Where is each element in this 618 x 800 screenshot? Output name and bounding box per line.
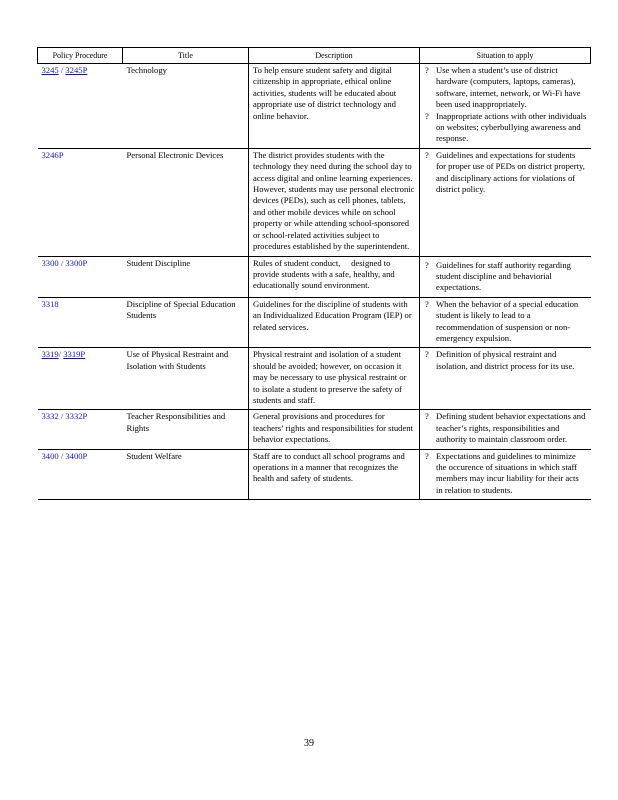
situation-item (424, 150, 587, 196)
situation-item (424, 260, 587, 294)
bullet-glyph: ? (425, 298, 429, 309)
procedure-link[interactable]: 3319P (63, 349, 86, 360)
policy-cell (38, 256, 123, 297)
bullet-glyph: ? (425, 65, 429, 75)
procedure-link[interactable]: 3245P (65, 65, 88, 75)
header-row (38, 48, 591, 64)
situation-cell (420, 297, 591, 348)
header-title: Title (123, 48, 249, 64)
policy-cell (38, 410, 123, 449)
table-row (38, 256, 591, 297)
description-cell: Rules of student conduct, designed to provide students with a safe, healthy, and educationally sound environment. (249, 256, 420, 297)
situation-item (424, 349, 587, 372)
table-row (38, 449, 591, 500)
policy-id: 3400 / 3400P (41, 450, 88, 461)
situation-cell (420, 348, 591, 410)
policy-cell (38, 148, 123, 256)
policy-table (37, 47, 591, 500)
situation-item (424, 111, 587, 145)
bullet-glyph: ? (425, 149, 429, 160)
situation-item (424, 411, 587, 445)
situation-text: Guidelines and expectations for students for proper use of PEDs on district property, and disciplinary actions for violations of district policy. (436, 149, 585, 195)
description-cell: To help ensure student safety and digital citizenship in appropriate, ethical online activities, students will be educated about appropriate use of district technology and online behavior. (249, 64, 420, 149)
title-cell: Student Discipline (123, 256, 249, 297)
description-cell: Guidelines for the discipline of students with an Individualized Education Program (IEP) or related services. (249, 297, 420, 348)
situation-text: Definition of physical restraint and isolation, and district process for its use. (436, 349, 575, 371)
policy-separator: / (58, 65, 66, 75)
header-situation: Situation to apply (420, 48, 591, 64)
situation-text: Inappropriate actions with other individuals on websites; cyberbullying awareness and response. (436, 110, 587, 144)
page-number: 39 (304, 738, 314, 749)
policy-link[interactable]: 3319 (41, 349, 59, 360)
header-policy: Policy Procedure (38, 48, 123, 64)
table-row (38, 410, 591, 449)
policy-id: 3332 / 3332P (41, 411, 88, 422)
title-cell: Discipline of Special Education Students (123, 297, 249, 348)
bullet-glyph: ? (425, 259, 429, 270)
situation-cell (420, 148, 591, 256)
policy-cell (38, 297, 123, 348)
policy-separator: / (58, 349, 64, 360)
situation-cell (420, 449, 591, 500)
situation-text: Expectations and guidelines to minimize the occurence of situations in which staff members may incur liability for their acts in relation to students. (436, 450, 579, 495)
bullet-glyph: ? (425, 110, 429, 121)
title-cell: Personal Electronic Devices (123, 148, 249, 256)
title-cell: Teacher Responsibilities and Rights (123, 410, 249, 449)
title-cell: Use of Physical Restraint and Isolation with Students (123, 348, 249, 410)
situation-text: Defining student behavior expectations and teacher’s rights, responsibilities and authority to maintain classroom order. (436, 411, 586, 445)
situation-cell (420, 410, 591, 449)
description-cell: Staff are to conduct all school programs and operations in a manner that recognizes the health and safety of students. (249, 449, 420, 500)
policy-id: 3300 / 3300P (41, 257, 88, 268)
policy-cell (38, 64, 123, 149)
bullet-glyph: ? (425, 450, 429, 461)
situation-cell (420, 256, 591, 297)
title-cell: Student Welfare (123, 449, 249, 500)
bullet-glyph: ? (425, 411, 429, 422)
bullet-glyph: ? (425, 349, 429, 360)
policy-id: 3246P (41, 149, 64, 160)
policy-cell (38, 449, 123, 500)
description-cell: General provisions and procedures for teachers’ rights and responsibilities for student behavior expectations. (249, 410, 420, 449)
situation-text: When the behavior of a special education student is likely to lead to a recommendation of suspension or non-emergency expulsion. (436, 298, 579, 343)
situation-item (424, 65, 587, 111)
policy-link[interactable]: 3245 (41, 65, 59, 75)
description-cell: Physical restraint and isolation of a student should be avoided; however, on occasion it may be necessary to use physical restraint or to isolate a student to preserve the safety of students and staff. (249, 348, 420, 410)
table-row (38, 148, 591, 256)
table-row (38, 64, 591, 149)
policy-id: 3318 (41, 298, 59, 309)
situation-item (424, 299, 587, 345)
description-cell: The district provides students with the technology they need during the school day to access digital and online learning experiences. However, students may use personal electronic devices (PEDs), such as cell phones, tablets, and other mobile devices while on school property or while attending school-sponsored or school-related activities subject to procedures established by the superintendent. (249, 148, 420, 256)
situation-cell (420, 64, 591, 149)
title-cell: Technology (123, 64, 249, 149)
situation-text: Guidelines for staff authority regarding student discipline and behaviorial expectations. (436, 259, 571, 293)
table-row (38, 348, 591, 410)
header-description: Description (249, 48, 420, 64)
policy-cell (38, 348, 123, 410)
situation-text: Use when a student’s use of district hardware (computers, laptops, cameras), software, internet, network, or Wi-Fi have been used inappropriately. (436, 65, 581, 110)
situation-item (424, 451, 587, 497)
table-row (38, 297, 591, 348)
